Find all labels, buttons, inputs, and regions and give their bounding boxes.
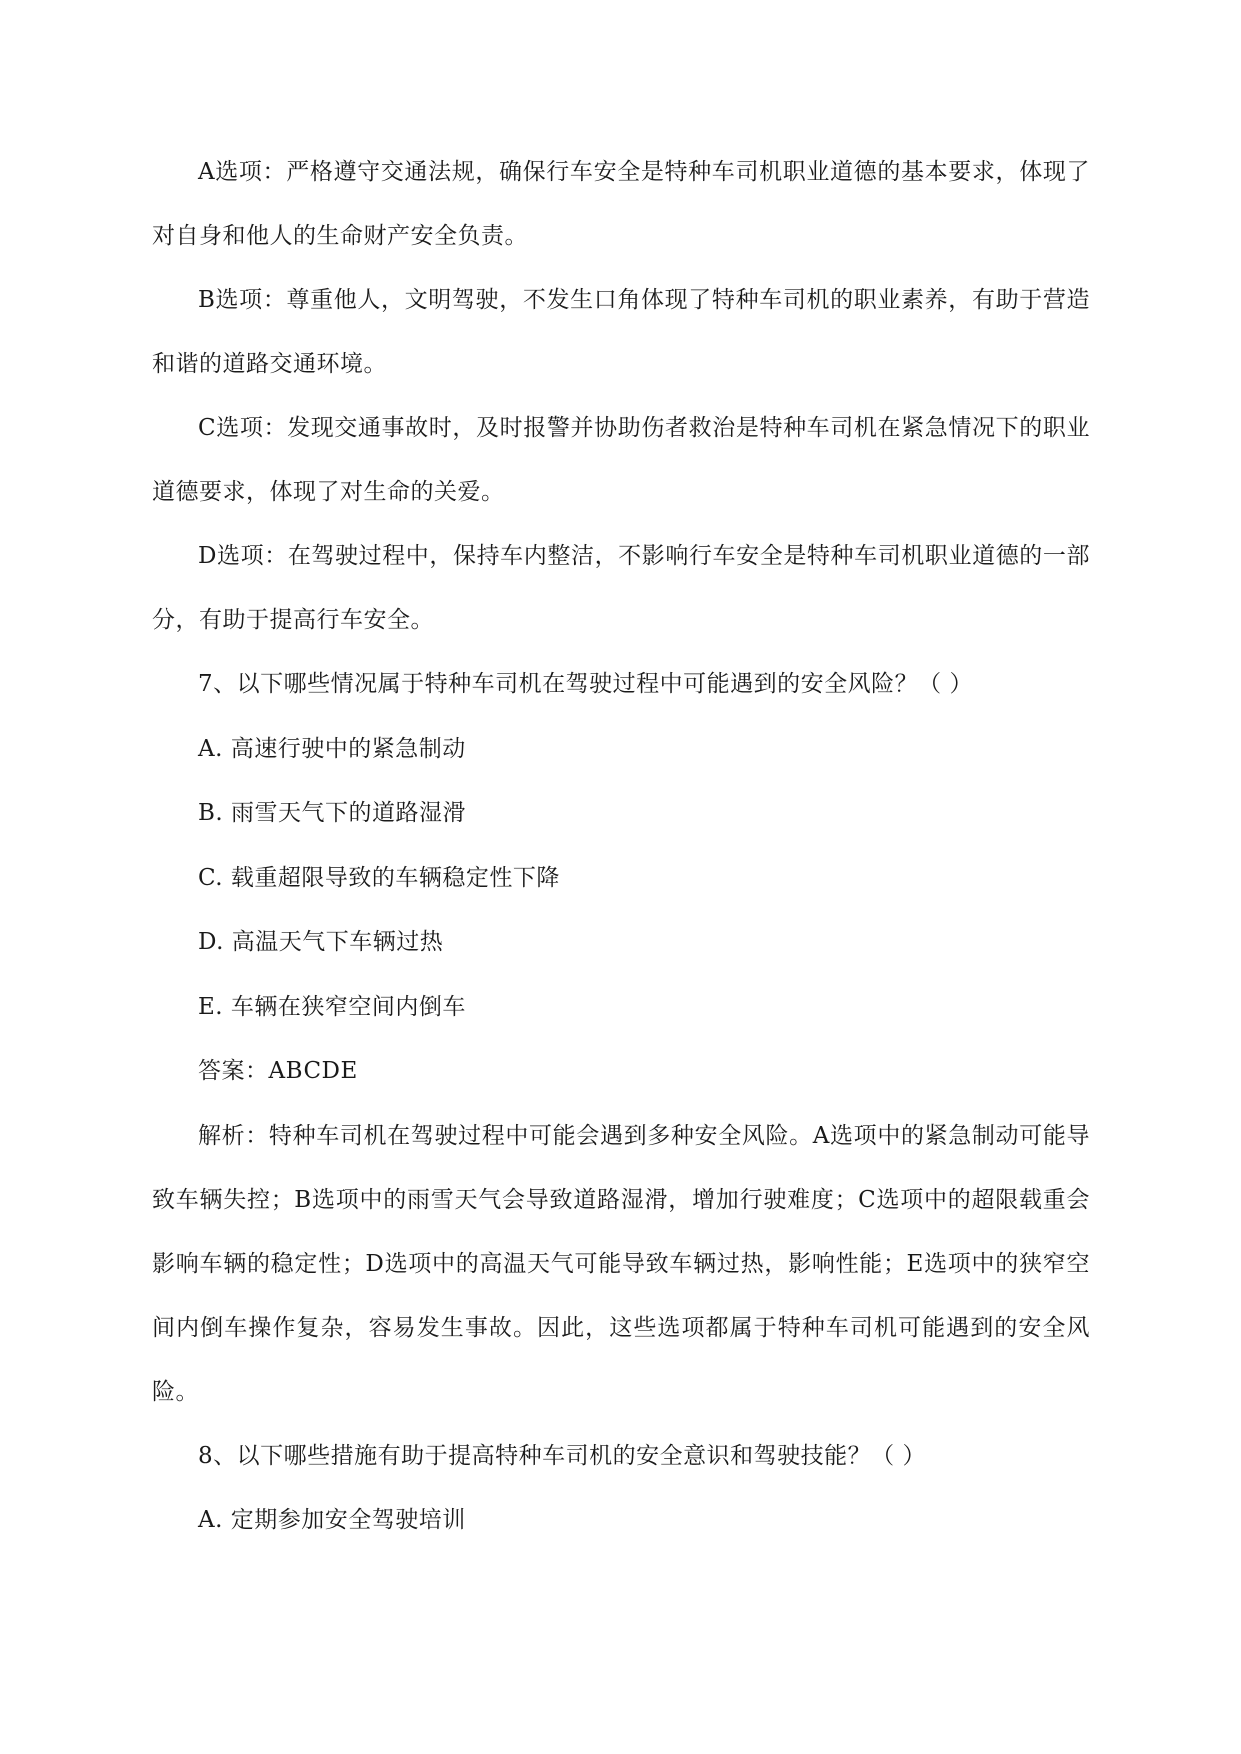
q7-option-b: B. 雨雪天气下的道路湿滑 (198, 800, 467, 826)
question-8: 8、以下哪些措施有助于提高特种车司机的安全意识和驾驶技能？（ ） (198, 1442, 926, 1469)
explanation-option-c: C选项：发现交通事故时，及时报警并协助伤者救治是特种车司机在紧急情况下的职业道德要求，体现了对生命的关爱。 (152, 415, 1090, 505)
q7-answer: 答案：ABCDE (198, 1058, 358, 1084)
document-body (152, 140, 1090, 1553)
explanation-option-d: D选项：在驾驶过程中，保持车内整洁，不影响行车安全是特种车司机职业道德的一部分，有助于提高行车安全。 (152, 543, 1090, 633)
q7-option-c: C. 载重超限导致的车辆稳定性下降 (198, 864, 560, 891)
q7-option-e: E. 车辆在狭窄空间内倒车 (198, 993, 466, 1020)
explanation-option-a: A选项：严格遵守交通法规，确保行车安全是特种车司机职业道德的基本要求，体现了对自身和他人的生命财产安全负责。 (152, 159, 1090, 249)
q7-option-d: D. 高温天气下车辆过热 (198, 929, 444, 955)
question-7: 7、以下哪些情况属于特种车司机在驾驶过程中可能遇到的安全风险？（ ） (198, 671, 973, 697)
explanation-option-b: B选项：尊重他人，文明驾驶，不发生口角体现了特种车司机的职业素养，有助于营造和谐的道路交通环境。 (152, 287, 1090, 377)
q7-option-a: A. 高速行驶中的紧急制动 (198, 735, 466, 762)
q7-analysis: 解析：特种车司机在驾驶过程中可能会遇到多种安全风险。A选项中的紧急制动可能导致车辆失控；B选项中的雨雪天气会导致道路湿滑，增加行驶难度；C选项中的超限载重会影响车辆的稳定性；D选项中的高温天气可能导致车辆过热，影响性能；E选项中的狭窄空间内倒车操作复杂，容易发生事故。因此，这些选项都属于特种车司机可能遇到的安全风险。 (152, 1122, 1090, 1405)
q8-option-a: A. 定期参加安全驾驶培训 (198, 1507, 466, 1533)
